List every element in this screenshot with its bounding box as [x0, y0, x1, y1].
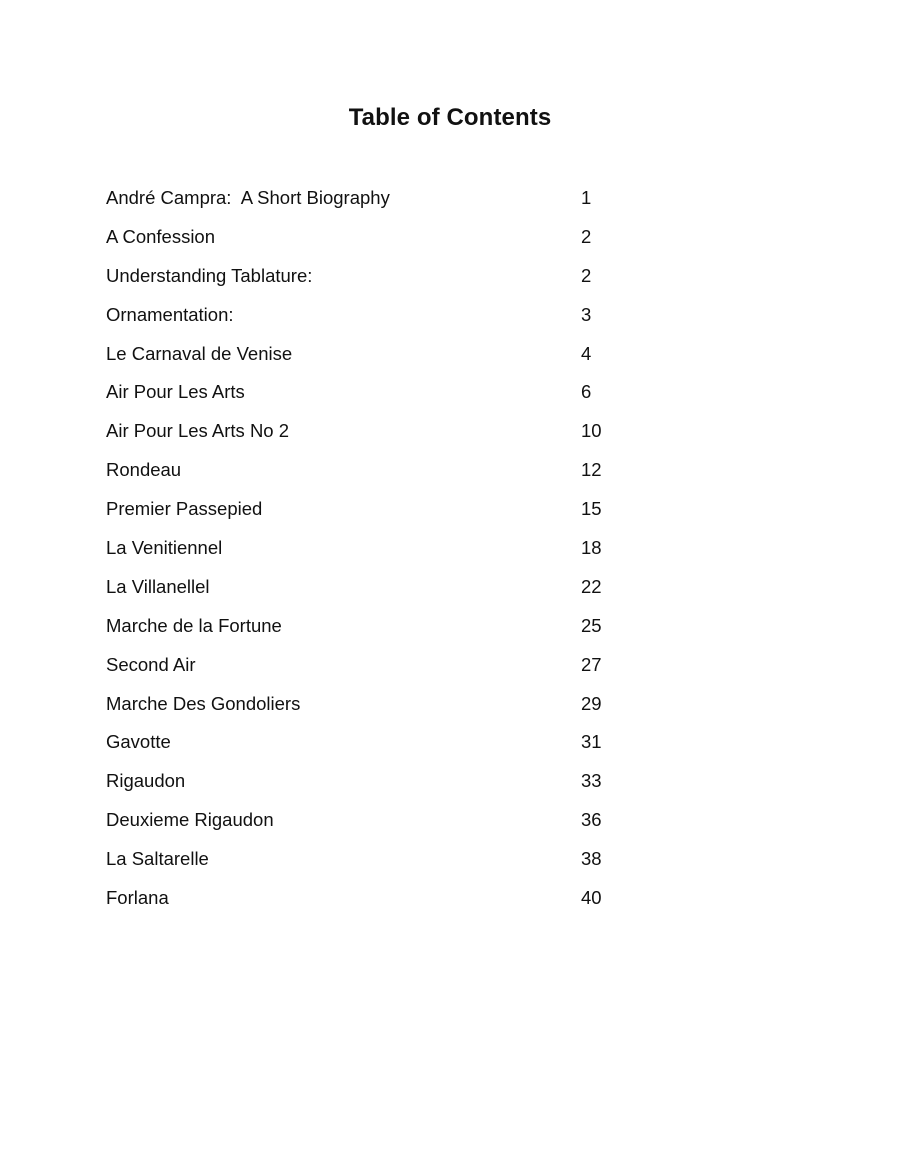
toc-entry [106, 805, 666, 844]
toc-entry [106, 883, 666, 922]
toc-entry-title: Marche Des Gondoliers [106, 692, 301, 714]
toc-entry-page: 38 [581, 848, 602, 870]
toc-entry [106, 494, 666, 533]
toc-entry [106, 844, 666, 883]
toc-entry-page: 40 [581, 887, 602, 909]
toc-list [106, 183, 666, 922]
toc-entry-page: 22 [581, 575, 602, 597]
toc-entry-title: La Venitiennel [106, 537, 223, 559]
toc-entry [106, 222, 666, 261]
toc-entry-page: 36 [581, 809, 602, 831]
toc-entry-title: Forlana [106, 887, 169, 909]
toc-entry [106, 689, 666, 728]
toc-entry-page: 4 [581, 342, 592, 364]
toc-entry [106, 455, 666, 494]
toc-entry-page: 2 [581, 225, 592, 247]
toc-entry [106, 261, 666, 300]
toc-entry-title: Air Pour Les Arts [106, 381, 245, 403]
toc-entry-title: La Villanellel [106, 575, 210, 597]
toc-entry-title: Premier Passepied [106, 498, 263, 520]
toc-entry-page: 27 [581, 653, 602, 675]
toc-entry [106, 300, 666, 339]
toc-entry-page: 25 [581, 614, 602, 636]
toc-entry [106, 183, 666, 222]
toc-entry-title: Gavotte [106, 731, 171, 753]
toc-entry-page: 12 [581, 459, 602, 481]
toc-entry-page: 3 [581, 303, 592, 325]
toc-entry [106, 416, 666, 455]
toc-entry-page: 18 [581, 537, 602, 559]
toc-entry-title: Deuxieme Rigaudon [106, 809, 274, 831]
toc-entry-title: Ornamentation: [106, 303, 234, 325]
toc-entry-title: André Campra: A Short Biography [106, 187, 390, 208]
toc-entry-page: 31 [581, 731, 602, 753]
toc-entry-title: A Confession [106, 225, 216, 247]
toc-entry [106, 650, 666, 689]
toc-entry-title: Second Air [106, 653, 196, 675]
toc-entry-title: Rondeau [106, 459, 182, 481]
page-title: Table of Contents [348, 104, 552, 131]
toc-entry-title: Marche de la Fortune [106, 614, 282, 636]
toc-entry-title: Air Pour Les Arts No 2 [106, 420, 290, 442]
toc-entry [106, 377, 666, 416]
toc-entry [106, 611, 666, 650]
toc-entry-page: 10 [581, 420, 602, 442]
toc-entry [106, 727, 666, 766]
toc-entry-title: La Saltarelle [106, 848, 209, 870]
toc-entry-title: Le Carnaval de Venise [106, 342, 293, 364]
toc-entry [106, 339, 666, 378]
toc-entry-page: 29 [581, 692, 602, 714]
toc-entry-page: 2 [581, 264, 592, 286]
toc-entry-page: 15 [581, 498, 602, 520]
toc-entry [106, 533, 666, 572]
toc-entry-page: 33 [581, 770, 602, 792]
toc-entry-page: 1 [581, 187, 592, 208]
toc-entry-page: 6 [581, 381, 592, 403]
toc-entry [106, 572, 666, 611]
toc-entry-title: Understanding Tablature: [106, 264, 313, 286]
toc-entry-title: Rigaudon [106, 770, 186, 792]
toc-entry [106, 766, 666, 805]
